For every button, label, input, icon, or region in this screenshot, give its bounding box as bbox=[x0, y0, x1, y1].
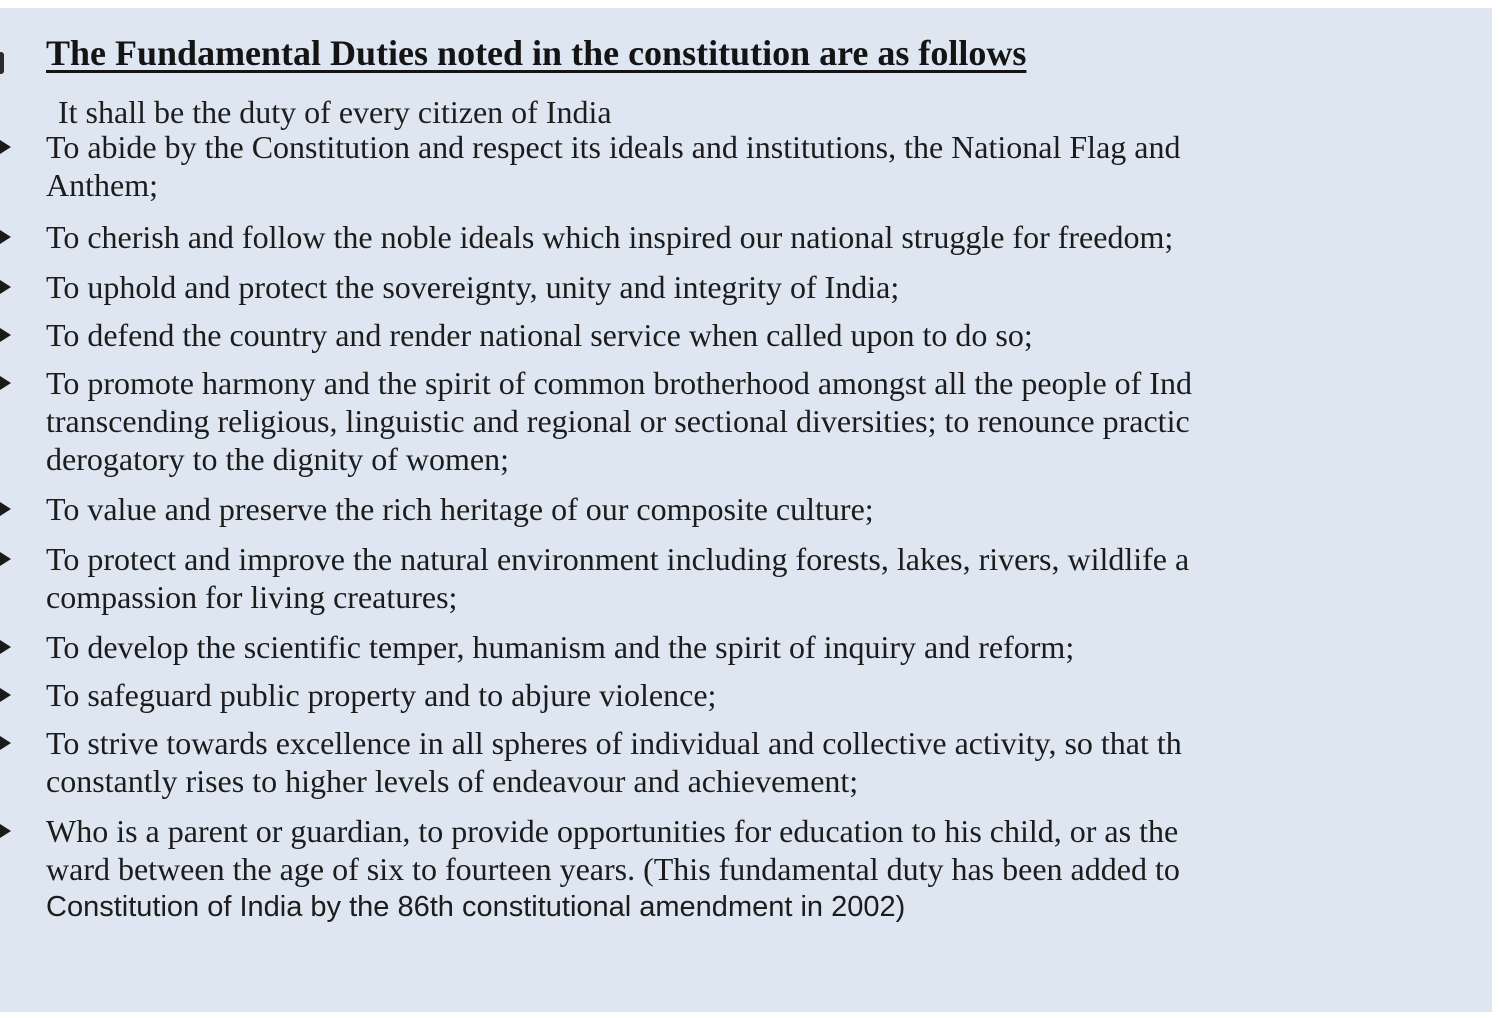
duty-line: To safeguard public property and to abjure violence; bbox=[46, 677, 717, 713]
arrow-bullet-icon bbox=[0, 376, 11, 390]
duty-line: transcending religious, linguistic and regional or sectional diversities; to renounce practic bbox=[46, 403, 1190, 439]
edge-mark bbox=[0, 52, 4, 74]
slide-background bbox=[0, 8, 1492, 1012]
duty-line: constantly rises to higher levels of endeavour and achievement; bbox=[46, 763, 859, 799]
arrow-bullet-icon bbox=[0, 552, 11, 566]
arrow-bullet-icon bbox=[0, 230, 11, 244]
duty-text bbox=[46, 540, 1189, 616]
duty-text bbox=[46, 364, 1192, 478]
arrow-bullet-icon bbox=[0, 502, 11, 516]
duty-line: To uphold and protect the sovereignty, unity and integrity of India; bbox=[46, 269, 900, 305]
duty-line: To value and preserve the rich heritage of our composite culture; bbox=[46, 491, 874, 527]
arrow-bullet-icon bbox=[0, 824, 11, 838]
duty-line: To develop the scientific temper, humanism and the spirit of inquiry and reform; bbox=[46, 629, 1075, 665]
duty-text bbox=[46, 316, 1033, 354]
duty-line: To cherish and follow the noble ideals which inspired our national struggle for freedom; bbox=[46, 219, 1174, 255]
duty-text bbox=[46, 268, 899, 306]
duty-line: ward between the age of six to fourteen years. (This fundamental duty has been added to bbox=[46, 851, 1180, 887]
arrow-bullet-icon bbox=[0, 640, 11, 654]
duty-line: To promote harmony and the spirit of common brotherhood amongst all the people of Ind bbox=[46, 365, 1192, 401]
duty-line: To strive towards excellence in all spheres of individual and collective activity, so that th bbox=[46, 725, 1182, 761]
arrow-bullet-icon bbox=[0, 736, 11, 750]
arrow-bullet-icon bbox=[0, 280, 11, 294]
duty-line: Anthem; bbox=[46, 167, 158, 203]
duty-line: derogatory to the dignity of women; bbox=[46, 441, 510, 477]
duty-text bbox=[46, 724, 1182, 800]
intro-text: It shall be the duty of every citizen of India bbox=[58, 94, 612, 130]
arrow-bullet-icon bbox=[0, 688, 11, 702]
duty-text bbox=[46, 628, 1074, 666]
duty-line: Who is a parent or guardian, to provide opportunities for education to his child, or as the bbox=[46, 813, 1179, 849]
duty-line: To protect and improve the natural environment including forests, lakes, rivers, wildlife a bbox=[46, 541, 1190, 577]
duty-text bbox=[46, 128, 1180, 204]
arrow-bullet-icon bbox=[0, 140, 11, 154]
duty-line: To defend the country and render national service when called upon to do so; bbox=[46, 317, 1033, 353]
slide-title: The Fundamental Duties noted in the constitution are as follows bbox=[46, 33, 1027, 73]
duty-text bbox=[46, 812, 1180, 926]
duty-text bbox=[46, 218, 1173, 256]
duty-line: compassion for living creatures; bbox=[46, 579, 458, 615]
arrow-bullet-icon bbox=[0, 328, 11, 342]
duty-line: Constitution of India by the 86th constitutional amendment in 2002) bbox=[46, 891, 906, 923]
duty-text bbox=[46, 490, 874, 528]
duty-text bbox=[46, 676, 716, 714]
duty-line: To abide by the Constitution and respect its ideals and institutions, the National Flag and bbox=[46, 129, 1181, 165]
